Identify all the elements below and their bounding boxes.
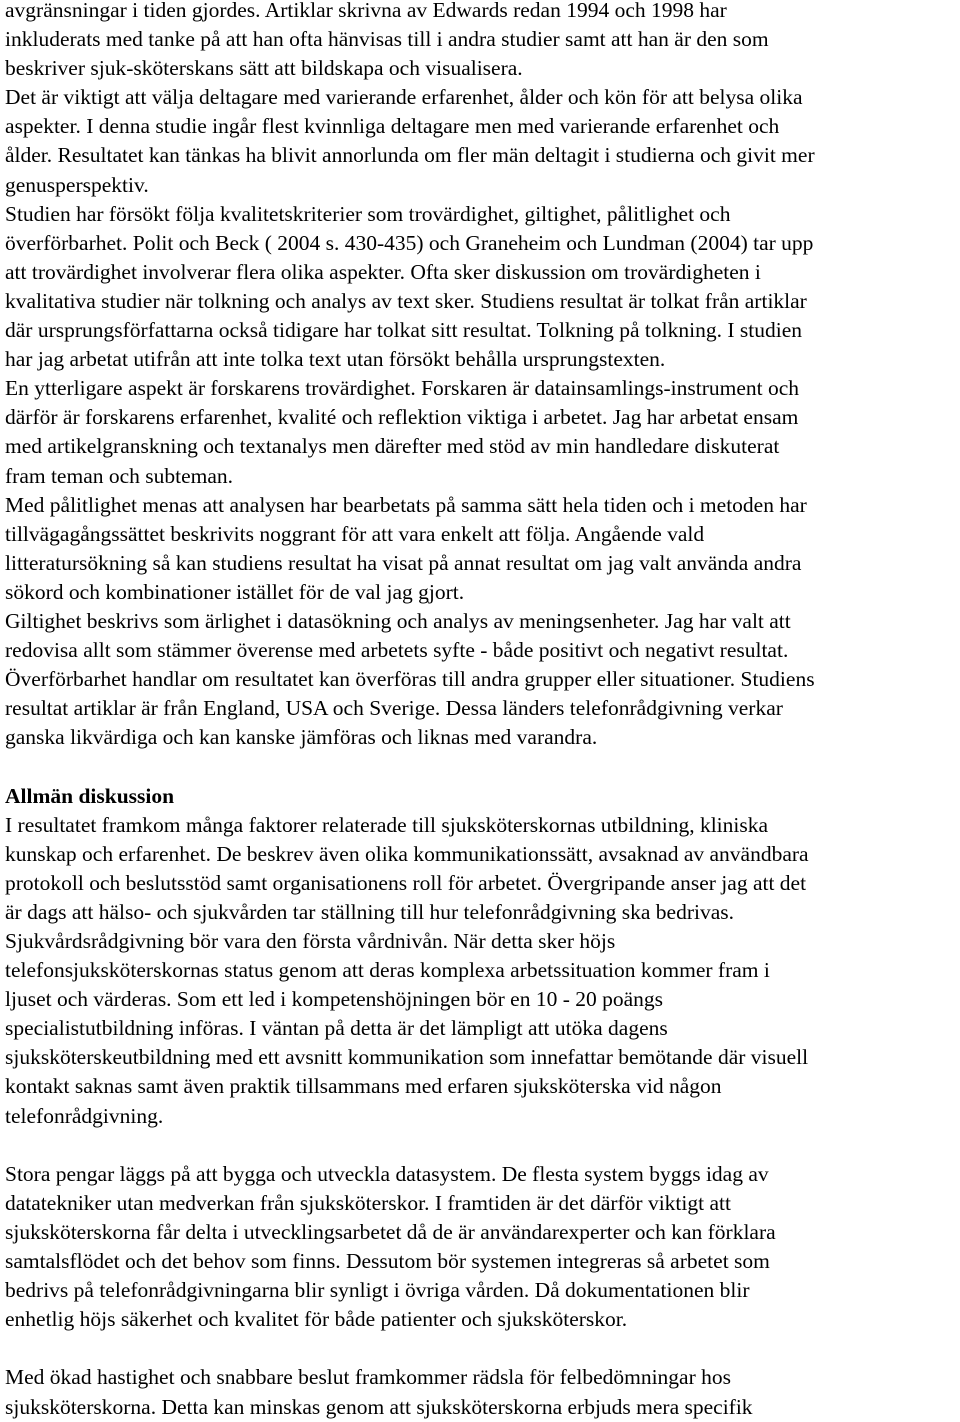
text-line: Det är viktigt att välja deltagare med varierande erfarenhet, ålder och kön för att belysa olika bbox=[5, 85, 803, 110]
text-line: Med ökad hastighet och snabbare beslut framkommer rädsla för felbedömningar hos bbox=[5, 1365, 732, 1390]
text-line: telefonrådgivning. bbox=[5, 1103, 164, 1128]
text-line: sjuksköterskeutbildning med ett avsnitt kommunikation som innefattar bemötande där visuell bbox=[5, 1045, 809, 1070]
text-line: kvalitativa studier när tolkning och analys av text sker. Studiens resultat är tolkat från artiklar bbox=[5, 288, 807, 313]
paragraph-spacer bbox=[5, 752, 957, 781]
text-line: kunskap och erfarenhet. De beskrev även olika kommunikationssätt, avsaknad av användbara bbox=[5, 841, 809, 866]
text-line: sökord och kombinationer istället för de val jag gjort. bbox=[5, 579, 465, 604]
section-heading: Allmän diskussion bbox=[5, 783, 175, 808]
text-line: sjuksköterskorna. Detta kan minskas genom att sjuksköterskorna erbjuds mera specifik bbox=[5, 1394, 753, 1419]
text-line: Sjukvårdsrådgivning bör vara den första vårdnivån. När detta sker höjs bbox=[5, 929, 616, 953]
text-line: datatekniker utan medverkan från sjuksköterskor. I framtiden är det därför viktigt att bbox=[5, 1190, 731, 1215]
text-line: sjuksköterskorna får delta i utvecklingsarbetet då de är användarexperter och kan förklara bbox=[5, 1219, 776, 1244]
text-line: där ursprungsförfattarna också tidigare har tolkat sitt resultat. Tolkning på tolkning. I studien bbox=[5, 318, 802, 343]
text-line: genusperspektiv. bbox=[5, 172, 149, 197]
section-data-systems bbox=[5, 1160, 957, 1335]
text-line: Med pålitlighet menas att analysen har bearbetats på samma sätt hela tiden och i metoden har bbox=[5, 492, 807, 517]
text-line: redovisa allt som stämmer överense med arbetets syfte - både positivt och negativt resultat. bbox=[5, 638, 789, 663]
section-general-discussion bbox=[5, 811, 957, 1131]
text-line: Giltighet beskrivs som ärlighet i datasökning och analys av meningsenheter. Jag har valt att bbox=[5, 608, 791, 633]
text-line: telefonsjuksköterskornas status genom att deras komplexa arbetssituation kommer fram i bbox=[5, 958, 770, 983]
text-line: avgränsningar i tiden gjordes. Artiklar skrivna av Edwards redan 1994 och 1998 har bbox=[5, 0, 727, 22]
text-line: tillvägagångssättet beskrivits noggrant för att vara enkelt att följa. Angående vald bbox=[5, 521, 705, 546]
text-line: överförbarhet. Polit och Beck ( 2004 s. 430-435) och Graneheim och Lundman (2004) tar upp bbox=[5, 230, 814, 255]
text-line: kontakt saknas samt även praktik tillsammans med erfaren sjuksköterska vid någon bbox=[5, 1074, 722, 1099]
text-line: protokoll och beslutsstöd samt organisationens roll för arbetet. Övergripande anser jag att det bbox=[5, 870, 807, 895]
text-line: Stora pengar läggs på att bygga och utveckla datasystem. De flesta system byggs idag av bbox=[5, 1161, 769, 1186]
text-line: resultat artiklar är från England, USA och Sverige. Dessa länders telefonrådgivning verkar bbox=[5, 696, 783, 721]
paragraph-spacer bbox=[5, 1131, 957, 1160]
text-line: I resultatet framkom många faktorer relaterade till sjuksköterskornas utbildning, kliniska bbox=[5, 812, 769, 837]
section-decision-speed bbox=[5, 1363, 957, 1421]
text-line: bedrivs på telefonrådgivningarna blir synligt i övriga vården. Då dokumentationen blir bbox=[5, 1278, 750, 1303]
text-line: ljuset och värderas. Som ett led i kompetenshöjningen bör en 10 - 20 poängs bbox=[5, 987, 664, 1012]
text-line: litteratursökning så kan studiens resultat ha visat på annat resultat om jag valt använda andra bbox=[5, 550, 802, 575]
text-line: med artikelgranskning och textanalys men därefter med stöd av min handledare diskuterat bbox=[5, 434, 780, 459]
text-line: fram teman och subteman. bbox=[5, 463, 234, 488]
text-line: En ytterligare aspekt är forskarens trovärdighet. Forskaren är datainsamlings-instrument och bbox=[5, 376, 800, 401]
document-page bbox=[5, 0, 957, 1422]
text-line: enhetlig höjs säkerhet och kvalitet för både patienter och sjuksköterskor. bbox=[5, 1307, 628, 1332]
text-line: specialistutbildning införas. I väntan på detta är det lämpligt att utöka dagens bbox=[5, 1016, 668, 1041]
section-methodology-discussion bbox=[5, 0, 957, 752]
paragraph-spacer bbox=[5, 1334, 957, 1363]
text-line: ganska likvärdiga och kan kanske jämföras och liknas med varandra. bbox=[5, 725, 598, 750]
text-line: Överförbarhet handlar om resultatet kan överföras till andra grupper eller situationer. Studiens bbox=[5, 667, 815, 692]
text-line: ålder. Resultatet kan tänkas ha blivit annorlunda om fler män deltagit i studierna och givit mer bbox=[5, 143, 815, 168]
text-line: aspekter. I denna studie ingår flest kvinnliga deltagare men med varierande erfarenhet och bbox=[5, 114, 780, 139]
text-line: att trovärdighet involverar flera olika aspekter. Ofta sker diskussion om trovärdigheten i bbox=[5, 259, 761, 284]
text-line: därför är forskarens erfarenhet, kvalité och reflektion viktiga i arbetet. Jag har arbetat ensam bbox=[5, 405, 799, 430]
text-line: Studien har försökt följa kvalitetskriterier som trovärdighet, giltighet, pålitlighet och bbox=[5, 201, 731, 226]
text-line: samtalsflödet och det behov som finns. Dessutom bör systemen integreras så arbetet som bbox=[5, 1249, 770, 1274]
text-line: beskriver sjuk-sköterskans sätt att bildskapa och visualisera. bbox=[5, 56, 523, 81]
text-line: är dags att hälso- och sjukvården tar ställning till hur telefonrådgivning ska bedrivas. bbox=[5, 899, 735, 924]
text-line: inkluderats med tanke på att han ofta hänvisas till i andra studier samt att han är den som bbox=[5, 27, 769, 52]
text-line: har jag arbetat utifrån att inte tolka text utan försökt behålla ursprungstexten. bbox=[5, 347, 666, 372]
